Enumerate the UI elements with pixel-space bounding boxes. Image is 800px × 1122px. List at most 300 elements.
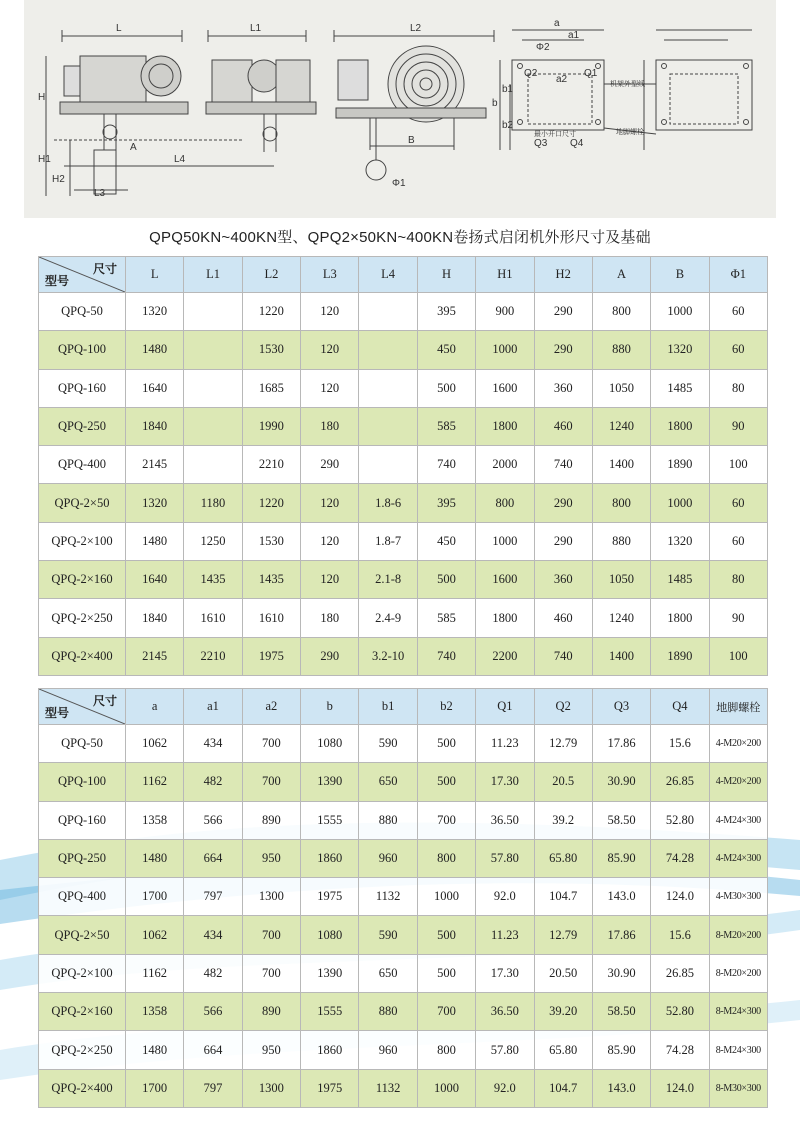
value-cell: 92.0 <box>476 1069 534 1107</box>
value-cell: 1610 <box>242 599 300 637</box>
value-cell: 450 <box>417 331 475 369</box>
value-cell: 124.0 <box>651 1069 709 1107</box>
model-cell: QPQ-2×160 <box>39 993 126 1031</box>
value-cell: 1000 <box>651 484 709 522</box>
model-cell: QPQ-50 <box>39 293 126 331</box>
value-cell: 500 <box>417 954 475 992</box>
column-header: Q3 <box>592 689 650 725</box>
svg-text:a: a <box>554 18 560 29</box>
value-cell: 450 <box>417 522 475 560</box>
value-cell: 100 <box>709 637 767 675</box>
value-cell: 1390 <box>301 954 359 992</box>
value-cell: 100 <box>709 446 767 484</box>
model-cell: QPQ-2×100 <box>39 954 126 992</box>
value-cell: 1480 <box>126 331 184 369</box>
value-cell: 57.80 <box>476 839 534 877</box>
value-cell: 1485 <box>651 561 709 599</box>
value-cell: 1975 <box>301 1069 359 1107</box>
value-cell: 17.86 <box>592 725 650 763</box>
table-row <box>39 561 768 599</box>
value-cell: 590 <box>359 916 417 954</box>
value-cell: 1300 <box>242 878 300 916</box>
model-cell: QPQ-2×250 <box>39 1031 126 1069</box>
table-row <box>39 878 768 916</box>
table-row <box>39 1031 768 1069</box>
value-cell: 1050 <box>592 369 650 407</box>
value-cell: 890 <box>242 993 300 1031</box>
value-cell: 1000 <box>417 878 475 916</box>
value-cell: 800 <box>417 1031 475 1069</box>
value-cell: 1000 <box>651 293 709 331</box>
value-cell: 2.4-9 <box>359 599 417 637</box>
value-cell: 4-M20×200 <box>709 725 767 763</box>
value-cell: 12.79 <box>534 725 592 763</box>
svg-text:H1: H1 <box>38 154 51 165</box>
value-cell: 60 <box>709 522 767 560</box>
table-row <box>39 446 768 484</box>
corner-header-cell: 尺寸 型号 <box>39 257 126 293</box>
table-header-row <box>39 257 768 293</box>
svg-text:b2: b2 <box>502 120 514 131</box>
column-header: A <box>592 257 650 293</box>
value-cell: 120 <box>301 369 359 407</box>
value-cell: 290 <box>534 484 592 522</box>
value-cell: 80 <box>709 561 767 599</box>
technical-drawing <box>24 0 776 218</box>
value-cell: 590 <box>359 725 417 763</box>
svg-text:a1: a1 <box>568 30 580 41</box>
value-cell: 1890 <box>651 446 709 484</box>
value-cell: 1435 <box>184 561 242 599</box>
hoist-dimension-drawing <box>24 0 776 218</box>
value-cell: 120 <box>301 484 359 522</box>
svg-text:H: H <box>38 92 46 103</box>
value-cell: 566 <box>184 993 242 1031</box>
model-cell: QPQ-400 <box>39 878 126 916</box>
value-cell: 482 <box>184 954 242 992</box>
value-cell: 1555 <box>301 801 359 839</box>
svg-text:L: L <box>116 23 122 34</box>
value-cell: 1220 <box>242 484 300 522</box>
svg-text:Φ1: Φ1 <box>392 178 406 189</box>
value-cell: 1240 <box>592 407 650 445</box>
table-row <box>39 839 768 877</box>
svg-text:最小开口尺寸: 最小开口尺寸 <box>534 130 576 138</box>
value-cell: 15.6 <box>651 725 709 763</box>
value-cell: 700 <box>242 725 300 763</box>
value-cell: 1.8-7 <box>359 522 417 560</box>
value-cell: 1400 <box>592 446 650 484</box>
value-cell: 664 <box>184 839 242 877</box>
model-cell: QPQ-2×100 <box>39 522 126 560</box>
value-cell: 52.80 <box>651 993 709 1031</box>
column-header: Q1 <box>476 689 534 725</box>
value-cell: 950 <box>242 839 300 877</box>
table-row <box>39 599 768 637</box>
value-cell: 740 <box>534 446 592 484</box>
value-cell: 1390 <box>301 763 359 801</box>
value-cell: 1975 <box>242 637 300 675</box>
value-cell: 1480 <box>126 1031 184 1069</box>
svg-text:b: b <box>492 98 498 109</box>
value-cell: 2210 <box>242 446 300 484</box>
value-cell: 57.80 <box>476 1031 534 1069</box>
value-cell: 395 <box>417 293 475 331</box>
value-cell: 460 <box>534 407 592 445</box>
value-cell: 434 <box>184 916 242 954</box>
value-cell: 8-M24×300 <box>709 993 767 1031</box>
column-header: L <box>126 257 184 293</box>
value-cell <box>359 407 417 445</box>
column-header: L4 <box>359 257 417 293</box>
value-cell: 880 <box>592 522 650 560</box>
corner-header-cell: 尺寸 型号 <box>39 689 126 725</box>
value-cell: 1975 <box>301 878 359 916</box>
value-cell: 39.2 <box>534 801 592 839</box>
table-row <box>39 331 768 369</box>
value-cell: 1320 <box>651 331 709 369</box>
value-cell: 650 <box>359 763 417 801</box>
value-cell: 30.90 <box>592 763 650 801</box>
value-cell: 1220 <box>242 293 300 331</box>
value-cell: 120 <box>301 331 359 369</box>
value-cell: 800 <box>476 484 534 522</box>
value-cell: 180 <box>301 599 359 637</box>
column-header: L1 <box>184 257 242 293</box>
value-cell <box>184 369 242 407</box>
value-cell: 17.86 <box>592 916 650 954</box>
value-cell: 17.30 <box>476 954 534 992</box>
value-cell: 1860 <box>301 839 359 877</box>
value-cell: 60 <box>709 331 767 369</box>
value-cell: 880 <box>359 801 417 839</box>
value-cell: 4-M24×300 <box>709 801 767 839</box>
value-cell: 1000 <box>417 1069 475 1107</box>
svg-text:H2: H2 <box>52 174 65 185</box>
model-cell: QPQ-2×50 <box>39 484 126 522</box>
value-cell <box>359 293 417 331</box>
foundation-table <box>38 688 768 1108</box>
value-cell: 700 <box>417 801 475 839</box>
svg-text:机架外型线: 机架外型线 <box>610 80 645 88</box>
value-cell: 74.28 <box>651 839 709 877</box>
value-cell: 650 <box>359 954 417 992</box>
column-header: B <box>651 257 709 293</box>
column-header: a <box>126 689 184 725</box>
value-cell: 1320 <box>126 293 184 331</box>
column-header: L3 <box>301 257 359 293</box>
model-cell: QPQ-250 <box>39 407 126 445</box>
value-cell: 104.7 <box>534 878 592 916</box>
value-cell: 143.0 <box>592 1069 650 1107</box>
svg-text:L2: L2 <box>410 23 422 34</box>
value-cell: 1320 <box>651 522 709 560</box>
table-row <box>39 369 768 407</box>
page-title: QPQ50KN~400KN型、QPQ2×50KN~400KN卷扬式启闭机外形尺寸及基础 <box>149 229 651 246</box>
value-cell: 800 <box>417 839 475 877</box>
value-cell: 1132 <box>359 1069 417 1107</box>
value-cell <box>359 446 417 484</box>
value-cell: 2145 <box>126 637 184 675</box>
value-cell: 1700 <box>126 878 184 916</box>
value-cell: 290 <box>301 637 359 675</box>
value-cell: 52.80 <box>651 801 709 839</box>
svg-text:a2: a2 <box>556 74 568 85</box>
model-cell: QPQ-160 <box>39 801 126 839</box>
table-row <box>39 725 768 763</box>
value-cell: 8-M30×300 <box>709 1069 767 1107</box>
model-cell: QPQ-100 <box>39 331 126 369</box>
value-cell: 4-M24×300 <box>709 839 767 877</box>
model-cell: QPQ-400 <box>39 446 126 484</box>
value-cell: 1132 <box>359 878 417 916</box>
value-cell: 290 <box>301 446 359 484</box>
svg-text:Q3: Q3 <box>534 138 548 149</box>
value-cell: 664 <box>184 1031 242 1069</box>
model-cell: QPQ-50 <box>39 725 126 763</box>
table-row <box>39 484 768 522</box>
value-cell <box>359 369 417 407</box>
value-cell: 960 <box>359 1031 417 1069</box>
model-cell: QPQ-2×400 <box>39 637 126 675</box>
value-cell: 1000 <box>476 331 534 369</box>
value-cell: 120 <box>301 561 359 599</box>
value-cell: 8-M20×200 <box>709 916 767 954</box>
value-cell: 2200 <box>476 637 534 675</box>
value-cell: 1358 <box>126 801 184 839</box>
value-cell: 890 <box>242 801 300 839</box>
value-cell: 880 <box>592 331 650 369</box>
value-cell: 1162 <box>126 954 184 992</box>
svg-text:L4: L4 <box>174 154 186 165</box>
value-cell: 1890 <box>651 637 709 675</box>
value-cell: 1400 <box>592 637 650 675</box>
table-row <box>39 407 768 445</box>
table-row <box>39 763 768 801</box>
value-cell: 800 <box>592 293 650 331</box>
value-cell: 1162 <box>126 763 184 801</box>
value-cell: 58.50 <box>592 993 650 1031</box>
table-header-row <box>39 689 768 725</box>
value-cell: 39.20 <box>534 993 592 1031</box>
value-cell: 960 <box>359 839 417 877</box>
model-cell: QPQ-2×160 <box>39 561 126 599</box>
column-header: H2 <box>534 257 592 293</box>
value-cell: 1320 <box>126 484 184 522</box>
dimension-table <box>38 256 768 676</box>
value-cell: 585 <box>417 407 475 445</box>
value-cell: 2.1-8 <box>359 561 417 599</box>
value-cell: 1990 <box>242 407 300 445</box>
value-cell: 20.5 <box>534 763 592 801</box>
column-header: b2 <box>417 689 475 725</box>
value-cell <box>184 331 242 369</box>
value-cell: 566 <box>184 801 242 839</box>
table-row <box>39 293 768 331</box>
svg-text:地脚螺栓: 地脚螺栓 <box>616 128 644 136</box>
value-cell: 1.8-6 <box>359 484 417 522</box>
value-cell: 36.50 <box>476 993 534 1031</box>
value-cell: 700 <box>417 993 475 1031</box>
value-cell: 797 <box>184 1069 242 1107</box>
table-row <box>39 522 768 560</box>
table-row <box>39 916 768 954</box>
value-cell: 1800 <box>651 599 709 637</box>
value-cell: 880 <box>359 993 417 1031</box>
value-cell: 1600 <box>476 561 534 599</box>
value-cell: 1860 <box>301 1031 359 1069</box>
svg-text:Q4: Q4 <box>570 138 584 149</box>
value-cell: 1840 <box>126 599 184 637</box>
svg-text:Φ2: Φ2 <box>536 42 550 53</box>
value-cell: 500 <box>417 916 475 954</box>
value-cell: 85.90 <box>592 1031 650 1069</box>
value-cell: 1062 <box>126 725 184 763</box>
value-cell: 26.85 <box>651 763 709 801</box>
value-cell: 85.90 <box>592 839 650 877</box>
value-cell: 17.30 <box>476 763 534 801</box>
value-cell: 1480 <box>126 522 184 560</box>
column-header: H1 <box>476 257 534 293</box>
value-cell: 1080 <box>301 916 359 954</box>
value-cell: 60 <box>709 293 767 331</box>
value-cell: 143.0 <box>592 878 650 916</box>
value-cell: 120 <box>301 522 359 560</box>
value-cell: 60 <box>709 484 767 522</box>
value-cell: 1610 <box>184 599 242 637</box>
value-cell: 740 <box>417 637 475 675</box>
value-cell: 180 <box>301 407 359 445</box>
table-row <box>39 801 768 839</box>
value-cell: 20.50 <box>534 954 592 992</box>
value-cell: 1480 <box>126 839 184 877</box>
value-cell: 740 <box>417 446 475 484</box>
value-cell: 3.2-10 <box>359 637 417 675</box>
value-cell: 360 <box>534 369 592 407</box>
value-cell: 4-M20×200 <box>709 763 767 801</box>
value-cell: 4-M30×300 <box>709 878 767 916</box>
value-cell: 482 <box>184 763 242 801</box>
value-cell: 1180 <box>184 484 242 522</box>
svg-text:b1: b1 <box>502 84 514 95</box>
value-cell: 1800 <box>476 407 534 445</box>
value-cell: 2210 <box>184 637 242 675</box>
value-cell: 90 <box>709 407 767 445</box>
value-cell: 2145 <box>126 446 184 484</box>
value-cell: 460 <box>534 599 592 637</box>
value-cell: 290 <box>534 293 592 331</box>
value-cell: 500 <box>417 369 475 407</box>
value-cell: 8-M24×300 <box>709 1031 767 1069</box>
column-header: b1 <box>359 689 417 725</box>
value-cell: 8-M20×200 <box>709 954 767 992</box>
value-cell: 124.0 <box>651 878 709 916</box>
value-cell: 65.80 <box>534 1031 592 1069</box>
svg-text:L1: L1 <box>250 23 262 34</box>
svg-text:Q2: Q2 <box>524 68 538 79</box>
column-header: 地脚螺栓 <box>709 689 767 725</box>
value-cell: 30.90 <box>592 954 650 992</box>
value-cell: 290 <box>534 331 592 369</box>
value-cell: 797 <box>184 878 242 916</box>
value-cell: 1600 <box>476 369 534 407</box>
value-cell: 1640 <box>126 561 184 599</box>
value-cell: 90 <box>709 599 767 637</box>
value-cell: 74.28 <box>651 1031 709 1069</box>
value-cell: 1685 <box>242 369 300 407</box>
model-cell: QPQ-250 <box>39 839 126 877</box>
value-cell: 1555 <box>301 993 359 1031</box>
value-cell: 700 <box>242 954 300 992</box>
value-cell: 1485 <box>651 369 709 407</box>
model-cell: QPQ-2×400 <box>39 1069 126 1107</box>
value-cell: 1300 <box>242 1069 300 1107</box>
value-cell: 950 <box>242 1031 300 1069</box>
table-row <box>39 1069 768 1107</box>
value-cell: 1800 <box>651 407 709 445</box>
value-cell: 740 <box>534 637 592 675</box>
svg-text:Q1: Q1 <box>584 68 598 79</box>
value-cell: 1530 <box>242 331 300 369</box>
column-header: Q2 <box>534 689 592 725</box>
value-cell: 58.50 <box>592 801 650 839</box>
svg-text:B: B <box>408 135 415 146</box>
value-cell: 500 <box>417 763 475 801</box>
value-cell: 11.23 <box>476 725 534 763</box>
table-row <box>39 954 768 992</box>
table-row <box>39 993 768 1031</box>
column-header: b <box>301 689 359 725</box>
value-cell: 700 <box>242 916 300 954</box>
table-row <box>39 637 768 675</box>
svg-text:L3: L3 <box>94 188 106 199</box>
value-cell: 1640 <box>126 369 184 407</box>
value-cell: 1062 <box>126 916 184 954</box>
value-cell: 2000 <box>476 446 534 484</box>
model-cell: QPQ-160 <box>39 369 126 407</box>
value-cell: 1435 <box>242 561 300 599</box>
value-cell: 1080 <box>301 725 359 763</box>
value-cell: 120 <box>301 293 359 331</box>
value-cell: 500 <box>417 725 475 763</box>
value-cell: 1700 <box>126 1069 184 1107</box>
value-cell: 800 <box>592 484 650 522</box>
column-header: Φ1 <box>709 257 767 293</box>
model-cell: QPQ-2×50 <box>39 916 126 954</box>
value-cell: 26.85 <box>651 954 709 992</box>
column-header: H <box>417 257 475 293</box>
value-cell: 395 <box>417 484 475 522</box>
value-cell: 1050 <box>592 561 650 599</box>
value-cell: 1000 <box>476 522 534 560</box>
value-cell: 12.79 <box>534 916 592 954</box>
value-cell <box>184 407 242 445</box>
model-cell: QPQ-2×250 <box>39 599 126 637</box>
value-cell: 11.23 <box>476 916 534 954</box>
value-cell: 1840 <box>126 407 184 445</box>
value-cell: 1530 <box>242 522 300 560</box>
value-cell: 92.0 <box>476 878 534 916</box>
value-cell: 1358 <box>126 993 184 1031</box>
column-header: a2 <box>242 689 300 725</box>
value-cell: 434 <box>184 725 242 763</box>
value-cell: 585 <box>417 599 475 637</box>
value-cell <box>184 446 242 484</box>
column-header: a1 <box>184 689 242 725</box>
value-cell: 15.6 <box>651 916 709 954</box>
value-cell: 104.7 <box>534 1069 592 1107</box>
column-header: L2 <box>242 257 300 293</box>
